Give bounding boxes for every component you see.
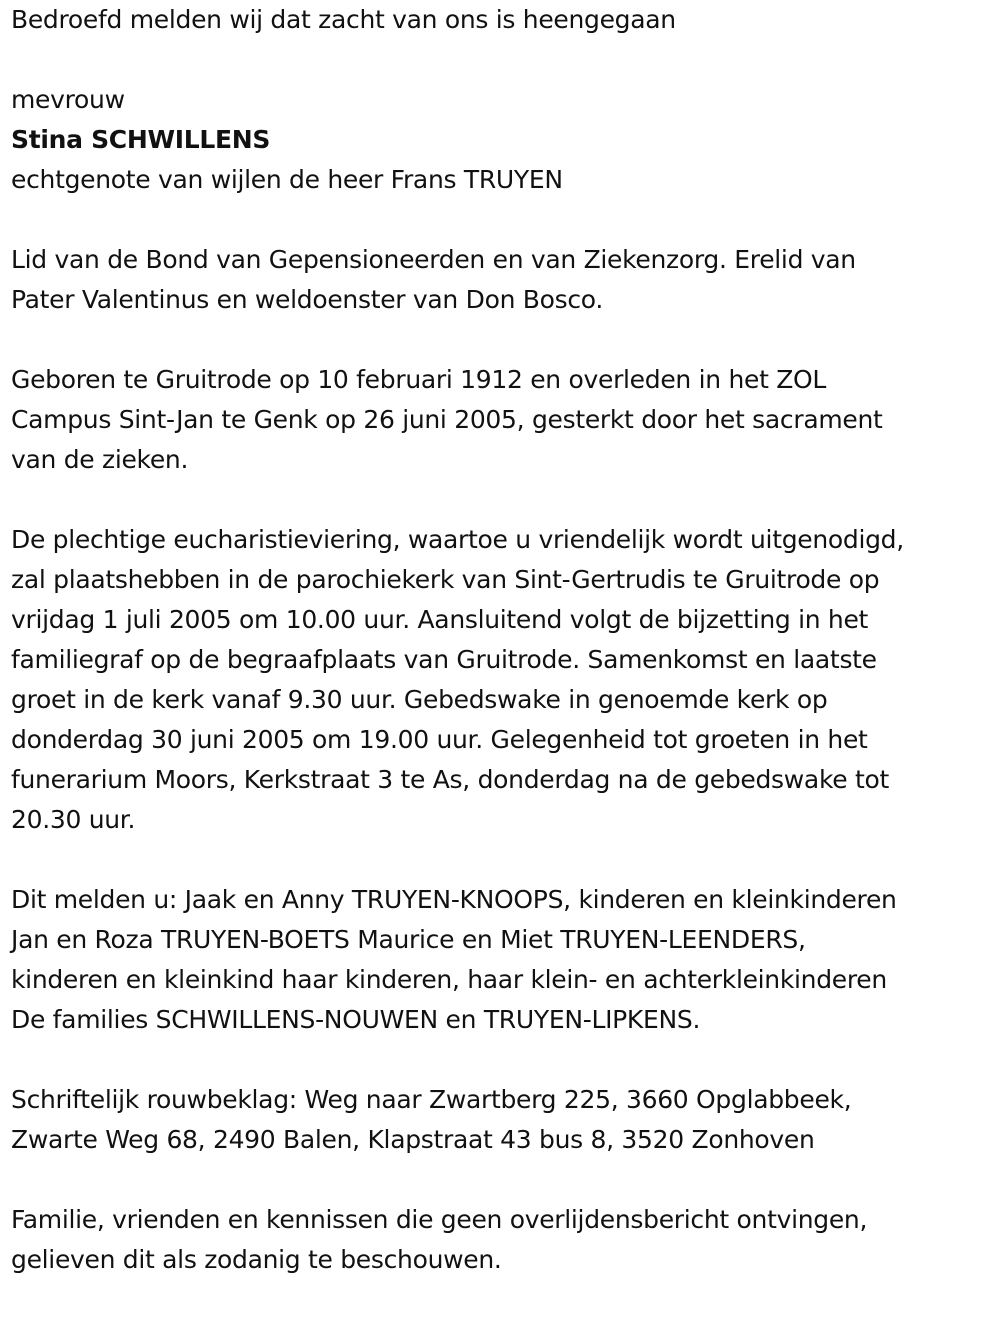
text-line: vrijdag 1 juli 2005 om 10.00 uur. Aansluitend volgt de bijzetting in het <box>11 605 869 634</box>
honorific-title: mevrouw <box>11 85 125 114</box>
spacer <box>11 1040 991 1080</box>
condolences-paragraph <box>11 1080 991 1160</box>
text-line: kinderen en kleinkind haar kinderen, haar klein- en achterkleinkinderen <box>11 965 887 994</box>
text-line: funerarium Moors, Kerkstraat 3 te As, donderdag na de gebedswake tot <box>11 765 889 794</box>
deceased-name: Stina SCHWILLENS <box>11 125 271 154</box>
text-line: groet in de kerk vanaf 9.30 uur. Gebedswake in genoemde kerk op <box>11 685 828 714</box>
intro-line: Bedroefd melden wij dat zacht van ons is heengegaan <box>11 5 676 34</box>
family-paragraph <box>11 880 991 1040</box>
text-line: 20.30 uur. <box>11 805 136 834</box>
closing-paragraph <box>11 1200 991 1280</box>
text-line: familiegraf op de begraafplaats van Gruitrode. Samenkomst en laatste <box>11 645 877 674</box>
text-line: Dit melden u: Jaak en Anny TRUYEN-KNOOPS, kinderen en kleinkinderen <box>11 885 897 914</box>
spacer <box>11 840 991 880</box>
text-line: Geboren te Gruitrode op 10 februari 1912 en overleden in het ZOL <box>11 365 827 394</box>
text-line: van de zieken. <box>11 445 189 474</box>
membership-paragraph <box>11 240 991 320</box>
text-line: Zwarte Weg 68, 2490 Balen, Klapstraat 43 bus 8, 3520 Zonhoven <box>11 1125 815 1154</box>
spacer <box>11 1160 991 1200</box>
text-line: De families SCHWILLENS-NOUWEN en TRUYEN-LIPKENS. <box>11 1005 701 1034</box>
birth-death-paragraph <box>11 360 991 480</box>
ceremony-paragraph <box>11 520 991 840</box>
text-line: zal plaatshebben in de parochiekerk van Sint-Gertrudis te Gruitrode op <box>11 565 880 594</box>
spacer <box>11 480 991 520</box>
text-line: Pater Valentinus en weldoenster van Don Bosco. <box>11 285 603 314</box>
text-line: Lid van de Bond van Gepensioneerden en van Ziekenzorg. Erelid van <box>11 245 856 274</box>
spacer <box>11 200 991 240</box>
text-line: donderdag 30 juni 2005 om 19.00 uur. Gelegenheid tot groeten in het <box>11 725 868 754</box>
spacer <box>11 40 991 80</box>
text-line: Schriftelijk rouwbeklag: Weg naar Zwartberg 225, 3660 Opglabbeek, <box>11 1085 852 1114</box>
spouse-line: echtgenote van wijlen de heer Frans TRUYEN <box>11 165 563 194</box>
spacer <box>11 320 991 360</box>
text-line: De plechtige eucharistieviering, waartoe u vriendelijk wordt uitgenodigd, <box>11 525 904 554</box>
text-line: Campus Sint-Jan te Genk op 26 juni 2005, gesterkt door het sacrament <box>11 405 883 434</box>
obituary-document <box>11 0 991 1280</box>
text-line: Familie, vrienden en kennissen die geen overlijdensbericht ontvingen, <box>11 1205 868 1234</box>
text-line: gelieven dit als zodanig te beschouwen. <box>11 1245 502 1274</box>
text-line: Jan en Roza TRUYEN-BOETS Maurice en Miet TRUYEN-LEENDERS, <box>11 925 806 954</box>
